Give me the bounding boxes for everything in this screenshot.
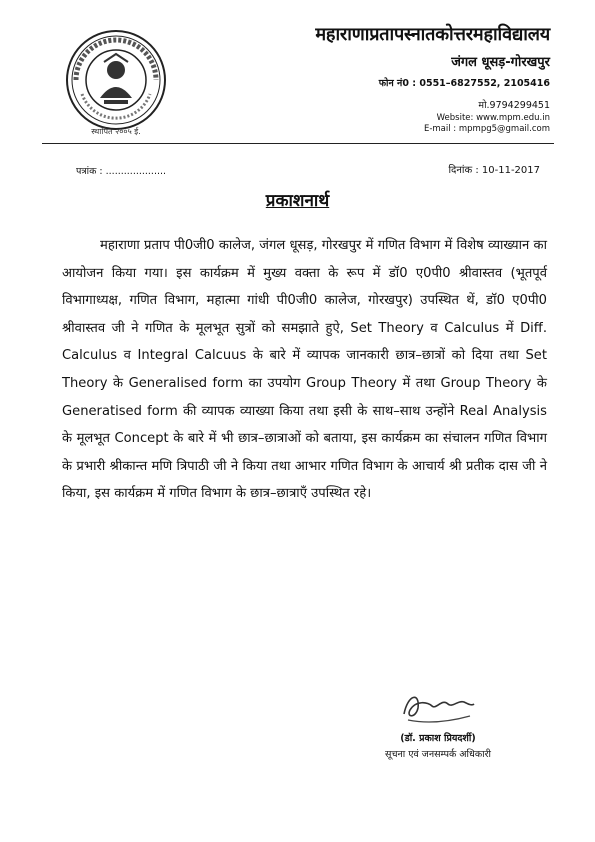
email: E-mail : mpmpg5@gmail.com: [423, 124, 550, 134]
letter-date: दिनांक : 10-11-2017: [448, 165, 540, 176]
college-seal-icon: [64, 28, 168, 132]
press-release-body: [62, 232, 547, 508]
reference-number: पत्रांक : ....................: [76, 166, 167, 177]
college-address: जंगल धूसड़-गोरखपुर: [451, 55, 550, 70]
signature-icon: [398, 684, 478, 730]
website: Website: www.mpm.edu.in: [436, 113, 550, 123]
signatory-title: सूचना एवं जनसम्पर्क अधिकारी: [385, 749, 491, 760]
body-paragraph: महाराणा प्रताप पी0जी0 कालेज, जंगल धूसड़, गोरखपुर में गणित विभाग में विशेष व्याख्यान का आयोजन किया गया। इस कार्यक्रम में मुख्य वक्ता के रूप में डॉ0 ए0पी0 श्रीवास्तव (भूतपूर्व विभागाध्यक्ष, गणित विभाग, महात्मा गांधी पी0जी0 कालेज, गोरखपुर) उपस्थित थें, डॉ0 ए0पी0 श्रीवास्तव जी ने गणित के मूलभूत सुत्रों को समझाते हुऐ, Set Theory व Calculus में Diff. Calculus व Integral Calcuus के बारे में व्यापक जानकारी छात्र–छात्रों को दिया तथा Set Theory के Generalised form का उपयोग Group Theory में तथा Group Theory के Generatised form की व्यापक व्याख्या किया तथा इसी के साथ–साथ उन्होंने Real Analysis के मूलभूत Concept के बारे में भी छात्र–छात्राओं को बताया, इस कार्यक्रम का संचालन गणित विभाग के प्रभारी श्रीकान्त मणि त्रिपाठी जी ने किया तथा आभार गणित विभाग के आचार्य श्री प्रतीक दास जी ने किया, इस कार्यक्रम में गणित विभाग के छात्र–छात्राएँ उपस्थित रहे।: [62, 238, 547, 502]
signatory-name: (डॉ. प्रकाश प्रियदर्शी): [400, 733, 476, 744]
logo-caption: स्थापित २००५ ई.: [91, 127, 141, 136]
college-name: महाराणाप्रतापस्नातकोत्तरमहाविद्यालय: [315, 24, 550, 45]
phone-number: फोन नं0 : 0551–6827552, 2105416: [378, 78, 550, 89]
header-divider: [42, 143, 554, 144]
document-heading: प्रकाशनार्थ: [265, 191, 330, 211]
mobile-number: मो.9794299451: [478, 100, 550, 111]
